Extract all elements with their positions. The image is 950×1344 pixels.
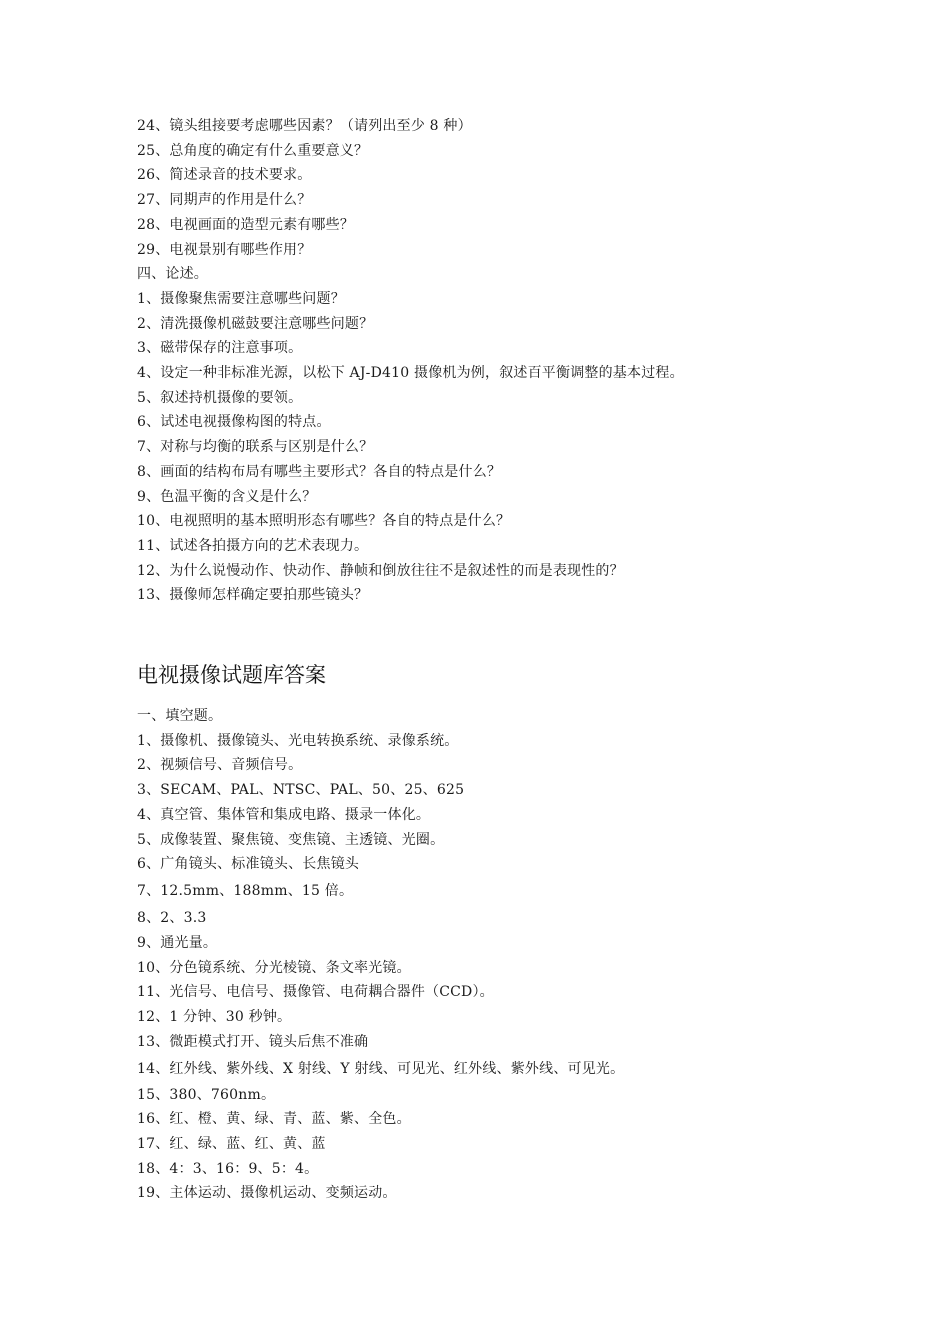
section-heading: 一、填空题。	[137, 708, 223, 725]
question-line: 11、试述各拍摄方向的艺术表现力。	[137, 537, 369, 554]
answer-line: 17、红、绿、蓝、红、黄、蓝	[137, 1135, 326, 1152]
document-page	[137, 114, 857, 1206]
question-line: 1、摄像聚焦需要注意哪些问题？	[137, 290, 345, 307]
section-heading: 四、论述。	[137, 266, 208, 283]
question-line: 3、磁带保存的注意事项。	[137, 340, 303, 357]
question-line: 26、简述录音的技术要求。	[137, 167, 312, 184]
question-line: 13、摄像师怎样确定要拍那些镜头？	[137, 587, 369, 604]
question-line: 24、镜头组接要考虑哪些因素？（请列出至少 8 种）	[137, 118, 472, 134]
question-line: 12、为什么说慢动作、快动作、静帧和倒放往往不是叙述性的而是表现性的？	[137, 562, 624, 579]
question-line: 28、电视画面的造型元素有哪些？	[137, 216, 355, 233]
answer-line: 19、主体运动、摄像机运动、变频运动。	[137, 1185, 397, 1202]
answer-line: 14、红外线、紫外线、X 射线、Y 射线、可见光、红外线、紫外线、可见光。	[137, 1060, 625, 1077]
answers-section	[137, 704, 857, 1206]
answer-line: 6、广角镜头、标准镜头、长焦镜头	[137, 856, 360, 873]
answer-line: 8、2、3.3	[137, 909, 207, 926]
answer-line: 5、成像装置、聚焦镜、变焦镜、主透镜、光圈。	[137, 831, 445, 848]
question-line: 10、电视照明的基本照明形态有哪些？各自的特点是什么？	[137, 513, 511, 530]
answer-line: 12、1 分钟、30 秒钟。	[137, 1009, 292, 1026]
question-line: 5、叙述持机摄像的要领。	[137, 389, 303, 406]
question-line: 8、画面的结构布局有哪些主要形式？各自的特点是什么？	[137, 463, 502, 480]
answer-line: 10、分色镜系统、分光棱镜、条文率光镜。	[137, 959, 411, 976]
answer-line: 9、通光量。	[137, 934, 218, 951]
question-line: 9、色温平衡的含义是什么？	[137, 488, 317, 505]
answer-line: 18、4：3、16：9、5：4。	[137, 1160, 319, 1177]
answer-line: 3、SECAM、PAL、NTSC、PAL、50、25、625	[137, 782, 465, 799]
answer-line: 11、光信号、电信号、摄像管、电荷耦合器件（CCD）。	[137, 984, 494, 1001]
question-line: 25、总角度的确定有什么重要意义？	[137, 142, 369, 159]
answers-title: 电视摄像试题库答案	[137, 663, 326, 688]
question-line: 27、同期声的作用是什么？	[137, 192, 312, 209]
question-line: 7、对称与均衡的联系与区别是什么？	[137, 439, 374, 456]
answer-line: 2、视频信号、音频信号。	[137, 757, 303, 774]
questions-section	[137, 114, 857, 608]
answer-line: 7、12.5mm、188mm、15 倍。	[137, 882, 354, 899]
answer-line: 16、红、橙、黄、绿、青、蓝、紫、全色。	[137, 1111, 411, 1128]
answer-line: 13、微距模式打开、镜头后焦不准确	[137, 1033, 369, 1050]
answer-line: 4、真空管、集体管和集成电路、摄录一体化。	[137, 806, 431, 823]
question-line: 4、设定一种非标准光源，以松下 AJ-D410 摄像机为例，叙述百平衡调整的基本过程。	[137, 365, 684, 382]
answer-line: 15、380、760nm。	[137, 1086, 276, 1103]
question-line: 6、试述电视摄像构图的特点。	[137, 414, 331, 431]
answer-line: 1、摄像机、摄像镜头、光电转换系统、录像系统。	[137, 732, 459, 749]
question-line: 2、清洗摄像机磁鼓要注意哪些问题？	[137, 315, 374, 332]
question-line: 29、电视景别有哪些作用？	[137, 241, 312, 258]
